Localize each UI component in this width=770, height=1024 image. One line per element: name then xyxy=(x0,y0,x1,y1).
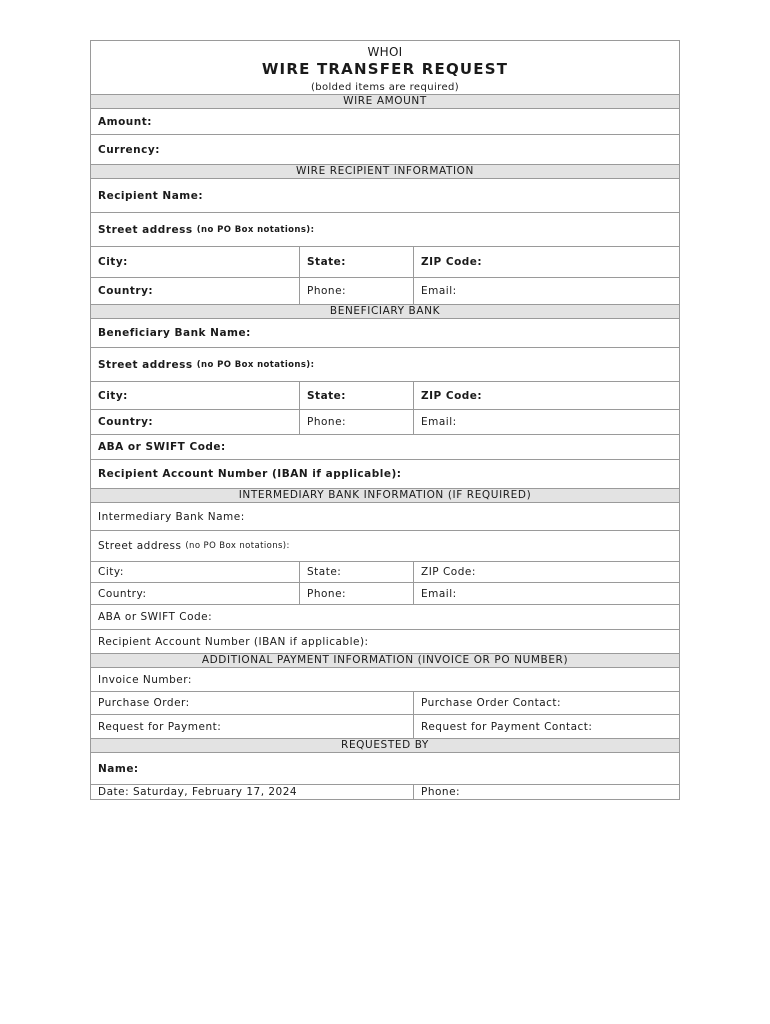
street-label: Street address xyxy=(98,223,193,236)
amount-row xyxy=(91,109,679,135)
intermediary-bank-name-field[interactable]: Intermediary Bank Name: xyxy=(98,510,245,523)
purchase-order-contact-field[interactable]: Purchase Order Contact: xyxy=(413,692,679,714)
currency-field[interactable]: Currency: xyxy=(98,143,160,156)
recipient-country-field[interactable]: Country: xyxy=(98,285,154,297)
intermediary-state-field[interactable]: State: xyxy=(299,562,413,582)
beneficiary-city-field[interactable]: City: xyxy=(98,389,128,402)
recipient-street-row xyxy=(91,213,679,247)
street-note: (no PO Box notations): xyxy=(196,224,315,235)
request-date-field[interactable]: Date: Saturday, February 17, 2024 xyxy=(98,786,298,798)
beneficiary-account-field[interactable]: Recipient Account Number (IBAN if applicable): xyxy=(98,468,402,480)
section-intermediary: INTERMEDIARY BANK INFORMATION (IF REQUIRED) xyxy=(91,489,679,503)
intermediary-account-field[interactable]: Recipient Account Number (IBAN if applicable): xyxy=(98,635,369,648)
invoice-number-field[interactable]: Invoice Number: xyxy=(98,673,192,686)
recipient-email-field[interactable]: Email: xyxy=(413,278,679,304)
intermediary-email-field[interactable]: Email: xyxy=(413,583,679,604)
request-for-payment-contact-field[interactable]: Request for Payment Contact: xyxy=(413,715,679,738)
section-wire-amount: WIRE AMOUNT xyxy=(91,95,679,109)
requester-name-field[interactable]: Name: xyxy=(98,762,139,775)
section-recipient: WIRE RECIPIENT INFORMATION xyxy=(91,165,679,179)
street-label: Street address xyxy=(98,358,193,371)
intermediary-zip-field[interactable]: ZIP Code: xyxy=(413,562,679,582)
beneficiary-name-row xyxy=(91,319,679,348)
intermediary-city-row xyxy=(91,562,679,583)
street-label: Street address xyxy=(98,540,182,552)
recipient-state-field[interactable]: State: xyxy=(299,247,413,277)
intermediary-name-row xyxy=(91,503,679,531)
recipient-country-row xyxy=(91,278,679,305)
beneficiary-phone-field[interactable]: Phone: xyxy=(299,410,413,434)
section-beneficiary: BENEFICIARY BANK xyxy=(91,305,679,319)
intermediary-phone-field[interactable]: Phone: xyxy=(299,583,413,604)
requester-phone-field[interactable]: Phone: xyxy=(413,785,679,799)
intermediary-street-field[interactable] xyxy=(91,531,679,561)
beneficiary-city-row xyxy=(91,382,679,410)
form-title: WIRE TRANSFER REQUEST xyxy=(261,60,509,78)
beneficiary-street-field[interactable] xyxy=(91,348,679,381)
requester-date-row xyxy=(91,785,679,800)
recipient-phone-field[interactable]: Phone: xyxy=(299,278,413,304)
intermediary-city-field[interactable]: City: xyxy=(98,566,124,578)
intermediary-country-row xyxy=(91,583,679,605)
rfp-row xyxy=(91,715,679,739)
intermediary-street-row xyxy=(91,531,679,562)
form-subtitle: (bolded items are required) xyxy=(310,82,460,93)
section-additional: ADDITIONAL PAYMENT INFORMATION (INVOICE OR PO NUMBER) xyxy=(91,654,679,668)
beneficiary-country-row xyxy=(91,410,679,435)
wire-transfer-form xyxy=(90,40,680,800)
beneficiary-email-field[interactable]: Email: xyxy=(413,410,679,434)
amount-field[interactable]: Amount: xyxy=(98,115,152,128)
request-for-payment-field[interactable]: Request for Payment: xyxy=(98,720,222,733)
po-row xyxy=(91,692,679,715)
currency-row xyxy=(91,135,679,165)
intermediary-aba-row xyxy=(91,605,679,630)
purchase-order-field[interactable]: Purchase Order: xyxy=(98,697,190,709)
street-note: (no PO Box notations): xyxy=(185,541,290,551)
intermediary-aba-field[interactable]: ABA or SWIFT Code: xyxy=(98,611,213,623)
section-requested-by: REQUESTED BY xyxy=(91,739,679,753)
requester-name-row xyxy=(91,753,679,785)
intermediary-account-row xyxy=(91,630,679,654)
beneficiary-account-row xyxy=(91,460,679,489)
beneficiary-country-field[interactable]: Country: xyxy=(98,416,154,428)
street-note: (no PO Box notations): xyxy=(196,359,315,370)
beneficiary-bank-name-field[interactable]: Beneficiary Bank Name: xyxy=(98,327,251,339)
recipient-name-field[interactable]: Recipient Name: xyxy=(98,189,204,202)
invoice-row xyxy=(91,668,679,692)
beneficiary-street-row xyxy=(91,348,679,382)
recipient-street-field[interactable] xyxy=(91,213,679,246)
recipient-name-row xyxy=(91,179,679,213)
recipient-city-row xyxy=(91,247,679,278)
beneficiary-state-field[interactable]: State: xyxy=(299,382,413,409)
beneficiary-aba-row xyxy=(91,435,679,460)
form-header xyxy=(91,41,679,95)
beneficiary-zip-field[interactable]: ZIP Code: xyxy=(413,382,679,409)
org-name: WHOI xyxy=(367,45,403,59)
recipient-zip-field[interactable]: ZIP Code: xyxy=(413,247,679,277)
intermediary-country-field[interactable]: Country: xyxy=(98,587,147,600)
beneficiary-aba-field[interactable]: ABA or SWIFT Code: xyxy=(98,441,226,453)
recipient-city-field[interactable]: City: xyxy=(98,256,128,268)
